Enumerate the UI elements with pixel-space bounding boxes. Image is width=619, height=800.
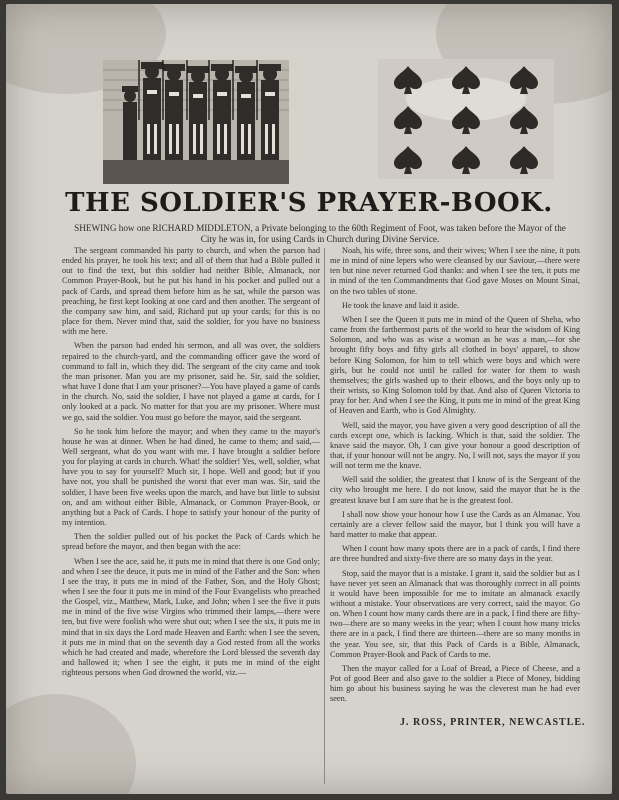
paragraph: I shall now show your honour how I use the Cards as an Almanac. You certainly are a clever fellow said the mayor, but I think you will have a hard matter to make that appear. xyxy=(330,509,580,540)
paragraph: When the parson had ended his sermon, and all was over, the soldiers repaired to the church-yard, and the commanding officer gave the word of command to fall in, which they did. The sergeant of the city came and took the man prisoner. Man you are my prisoner, said he. Sir, said the soldier, what have I done that I am your prisoner?—You have played a game of cards in the church. No, said the soldier, I have not played a game at cards, for I only looked at a pack. No matter for that you are my prisoner. Where must we go, said the soldier. You must go before the mayor, said the sergeant. xyxy=(62,341,320,422)
paragraph: Well, said the mayor, you have given a very good description of all the cards except one, which is lacking. Which is that, said the soldier. The knave said the mayor. Oh, I can give your honour a good description of that, if your honour will not be angry. No, I will not, says the mayor if you will not term me the knave. xyxy=(330,420,580,471)
paragraph: The sergeant commanded his party to church, and when the parson had ended his prayer, he took his text; and all of them that had a Bible pulled it out to find the text, but this soldier had neither Bible, Almanack, nor Common Prayer-Book, but he put his hand in his pocket and pulled out a pack of Cards, and spread them before him as he sat, while the parson was preaching, he first kept looking at one card and then another. The sergeant of the company saw him, and said, Richard put up your cards; for this is no place for them. Never mind that, said the soldier, for you have no business with me here. xyxy=(62,246,320,337)
paragraph: Noah, his wife, three sons, and their wives; When I see the nine, it puts me in mind of nine lepers who were cleansed by our Saviour,—there were ten but nine never returned God thanks: and when I see the ten, it puts me in mind of the ten Commandments that God gave Moses on Mount Sinai, on the two tables of stone. xyxy=(330,246,580,296)
paragraph: He took the knave and laid it aside. xyxy=(342,300,460,310)
broadside-page xyxy=(6,4,612,794)
printer-imprint: J. ROSS, PRINTER, NEWCASTLE. xyxy=(400,717,586,728)
right-column xyxy=(330,246,580,716)
page-title: THE SOLDIER'S PRAYER-BOOK. xyxy=(65,188,553,218)
paragraph: When I see the ace, said he, it puts me in mind that there is one God only; and when I see the deuce, it puts me in mind of the Father and the Son: when I see the tray, it puts me in mind of the Father, Son, and the Holy Ghost; when I see the four it puts me in mind of the Four Evangelists who preached the Gospel, viz., Matthew, Mark, Luke, and John; when I see the five it puts me in mind of the five wise Virgins who trimmed their lamps,—there were ten, but five were foolish who were shut out; when I see the six, it puts me in mind that in six days the Lord made Heaven and Earth: when I see the seven, it puts me in mind that on the seventh day a God rested from all the works which he had created and made, wherefore the Lord blessed the seventh day and hallowed it; when I see the eight, it puts me in mind of the eight righteous persons when God drowned the world, viz.— xyxy=(62,556,320,678)
column-divider xyxy=(324,248,325,784)
paragraph: So he took him before the mayor; and when they came to the mayor's house he was at dinner. When he had dined, he came to them; and said,—Well sergeant, what do you want with me. I have brought a soldier before you for playing at cards in church. What! the soldier! Yes, well, soldier, what have you to say for yourself? Much sir, I hope. Well and good; but if you have not, you shall be punished the worst that ever man was. Sir, said the soldier, I have been five weeks upon the march, and have but little to subsist on, and am without either Bible, Almanack, or Common Prayer-Book, or anything but a Pack of Cards. I hope to satisfy your honour of the purity of my intention. xyxy=(62,426,320,528)
subtitle: SHEWING how one RICHARD MIDDLETON, a Private belonging to the 60th Regiment of Foot, was taken before the Mayor of the City he was in, for using Cards in Church during Divine Service. xyxy=(74,223,566,244)
left-column xyxy=(62,246,320,786)
soldiers-woodcut-illustration xyxy=(103,60,289,184)
paragraph: When I count how many spots there are in a pack of cards, I find there are three hundred and sixty-five there are so many days in the year. xyxy=(330,544,580,564)
paragraph: Well said the soldier, the greatest that I know of is the Sergeant of the city who brought me here. I do not know, said the mayor that he is the greatest knave but I am sure that he is the greatest fool. xyxy=(330,475,580,505)
paragraph: Then the mayor called for a Loaf of Bread, a Piece of Cheese, and a Pot of good Beer and also gave to the soldier a Piece of Money, bidding him go about his business saying he was the cleverest man he had ever seen. xyxy=(330,663,580,704)
nine-of-spades-card-illustration xyxy=(378,59,554,179)
paragraph: Then the soldier pulled out of his pocket the Pack of Cards which he spread before the mayor, and then began with the ace: xyxy=(62,532,320,552)
paragraph: When I see the Queen it puts me in mind of the Queen of Sheba, who came from the farthermost parts of the world to hear the wisdom of King Solomon, and who was as wise a woman as he was a man,—for she brought fifty boys and fifty girls all clothed in boys' apparel, to show before King Solomon, for him to tell which were boys and which were girls, but he could not until he called for water for them to wash themselves; the girls washed up to their elbows, and the boys only up to their wrists, so King Solomon told by that. And also of Queen Victoria to pray for her. And when I see the King, it puts me in mind of the great King of Heaven and Earth, who is God Almighty. xyxy=(330,314,580,416)
paragraph: Stop, said the mayor that is a mistake. I grant it, said the soldier but as I have never yet seen an Almanack that was thoroughly correct in all points it would have been impossible for me to imitate an almanack exactly without a mistake. Your observations are very correct, said the mayor. Go on. When I count how many cards there are in a pack, I find there are fifty-two—there are so many weeks in the year; when I count how many tricks there are in a pack, I find there are thirteen—there are so many months in the year. You see, sir, that this Pack of Cards is a Bible, Almanack, Common Prayer-Book and Pack of Cards to me. xyxy=(330,568,580,659)
